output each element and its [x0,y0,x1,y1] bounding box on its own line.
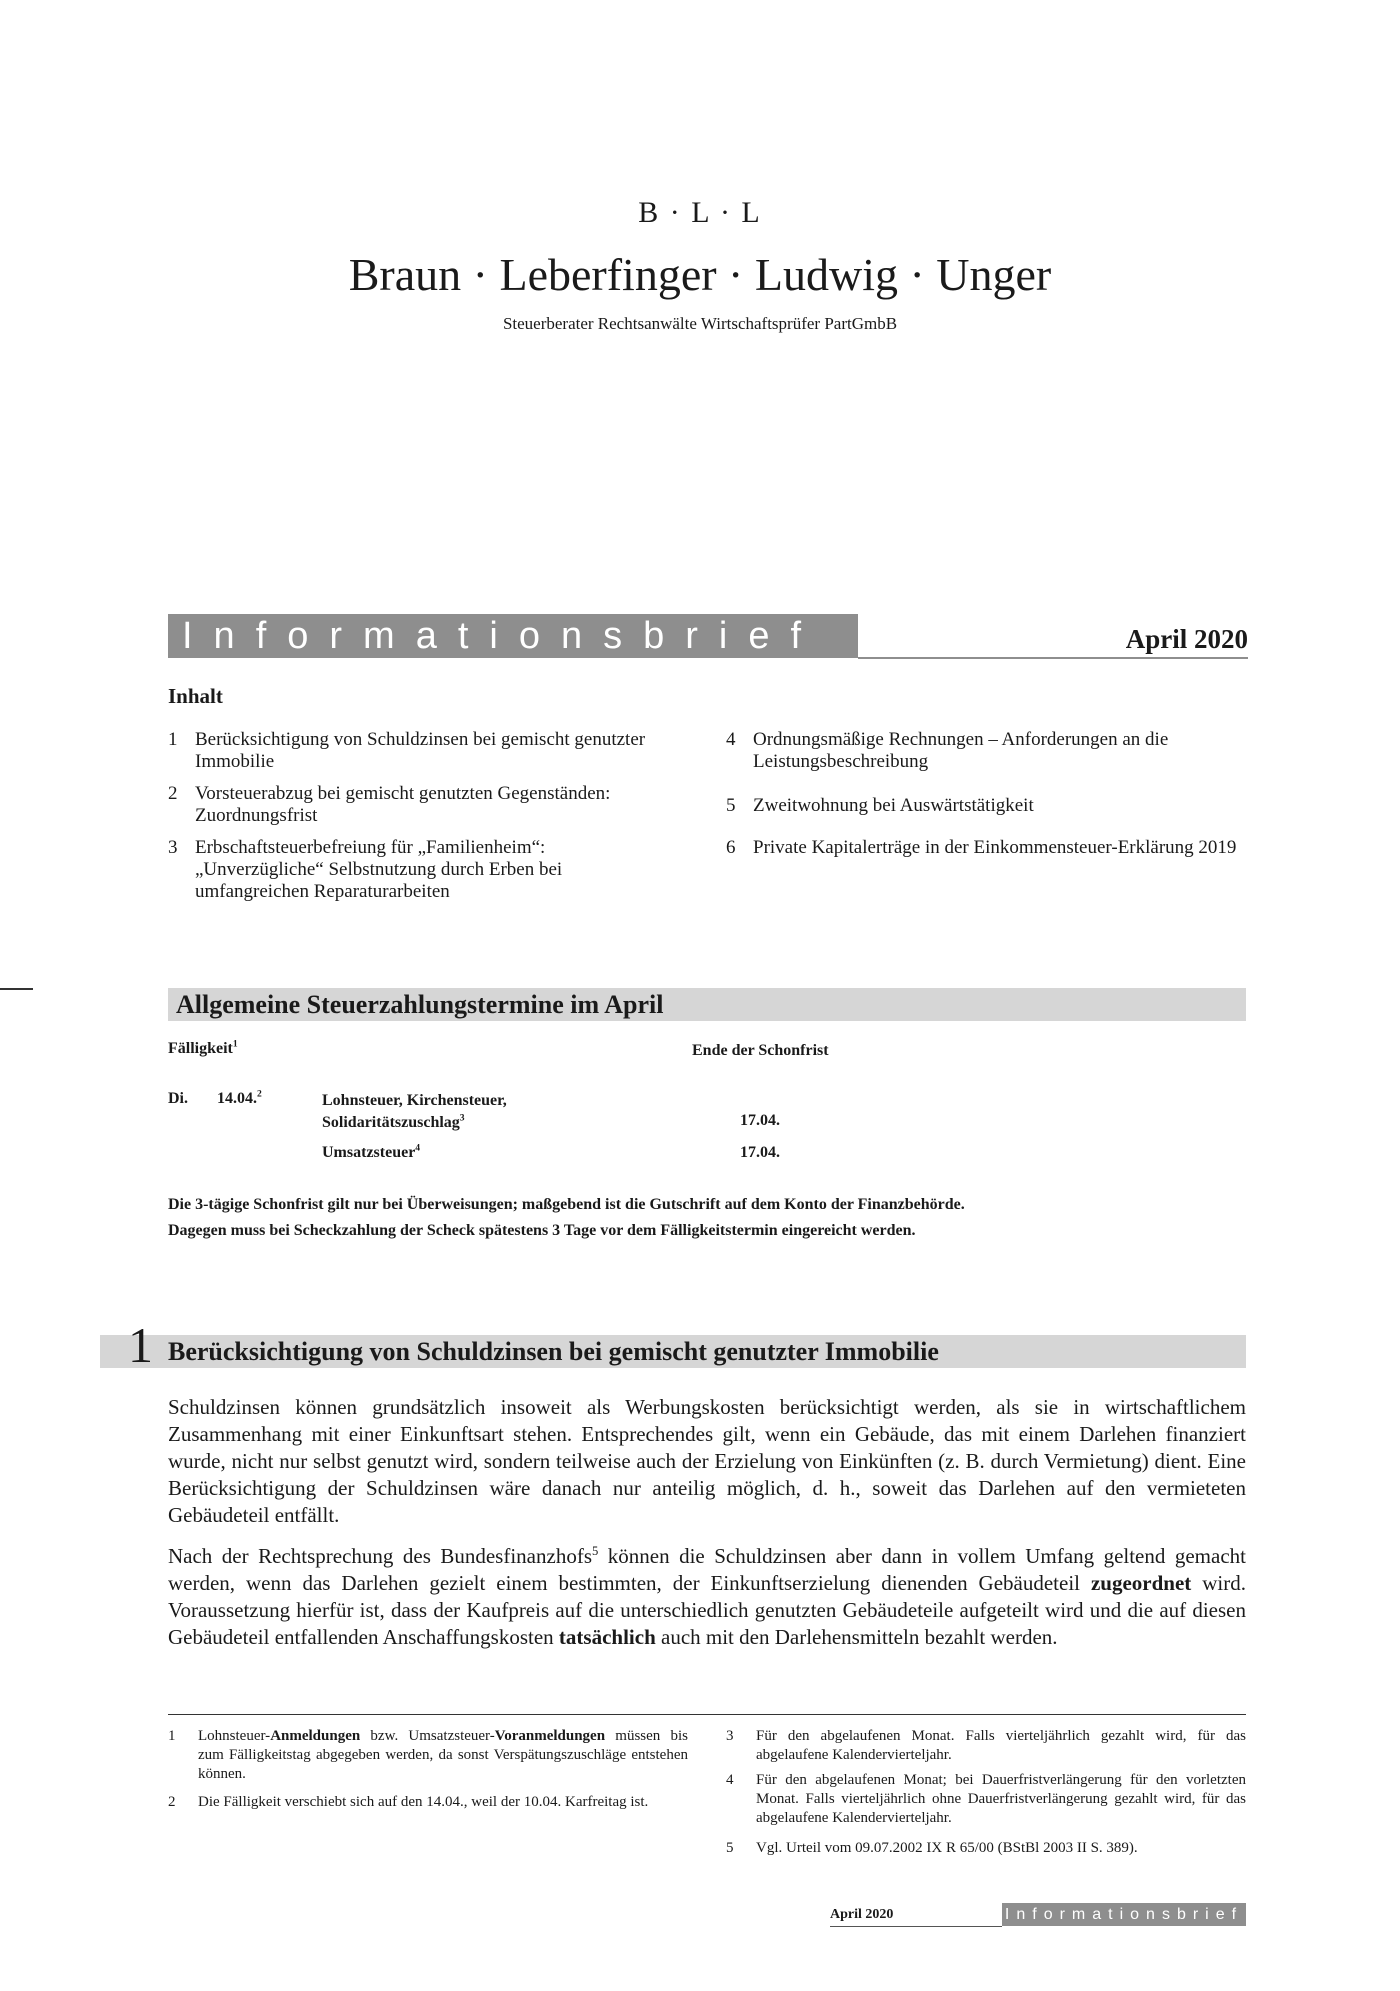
toc-item-number: 1 [168,729,178,750]
due-date: 14.04.$^2$ [217,1088,262,1107]
toc-item [726,795,1246,817]
section-1-number: 1 [128,1317,153,1373]
tax-row-1-label: Lohnsteuer, Kirchensteuer, Solidaritätszuschlag$^3$ [322,1092,507,1131]
tax-row-1-grace: 17.04. [740,1112,780,1129]
tax-row-2-grace: 17.04. [740,1144,780,1161]
toc-item-number: 5 [726,795,736,816]
section-1-paragraph-1: Schuldzinsen können grundsätzlich insoweit als Werbungskosten berücksichtigt werden, als sie in wirtschaftlichem Zusammenhang mit einer Einkunftsart stehen. Entsprechendes gilt, wenn ein Gebäude, das mit einem Darlehen finanziert wurde, nicht nur selbst genutzt wird, sondern teilweise auch der Erzielung von Einkünften (z. B. durch Vermietung) dient. Eine Berücksichtigung der Schuldzinsen wäre danach nur anteilig möglich, d. h., soweit das Darlehen auf den vermieteten Gebäudeteil entfällt. [168,1395,1246,1527]
firm-initials: B · L · L [638,196,762,229]
tax-dates-title: Allgemeine Steuerzahlungstermine im April [176,990,664,1019]
section-1-title: Berücksichtigung von Schuldzinsen bei gemischt genutzter Immobilie [168,1337,939,1366]
toc-item [168,837,668,903]
toc-item [168,783,668,827]
toc-title: Inhalt [168,684,223,708]
toc-item-text: Zweitwohnung bei Auswärtstätigkeit [753,795,1034,816]
footnote-2: 2 Die Fälligkeit verschiebt sich auf den 14.04., weil der 10.04. Karfreitag ist. [168,1794,649,1810]
footer-date: April 2020 [830,1907,894,1922]
toc-item-number: 6 [726,837,736,858]
toc-item-number: 3 [168,837,178,858]
firm-name: Braun · Leberfinger · Ludwig · Unger [348,249,1052,300]
toc-item-number: 2 [168,783,178,804]
tax-dates-bar [168,988,1246,1021]
toc-item-text: Vorsteuerabzug bei gemischt genutzten Gegenständen: Zuordnungsfrist [195,783,611,826]
toc-item-text: Private Kapitalerträge in der Einkommensteuer-Erklärung 2019 [753,837,1237,858]
due-day: Di. [168,1090,188,1107]
toc-item-number: 4 [726,729,736,750]
footnote-3: 3 Für den abgelaufenen Monat. Falls vierteljährlich gezahlt wird, für das abgelaufene Kalendervierteljahr. [726,1728,1246,1763]
section-1-body [168,1394,1246,1651]
footnote-4: 4 Für den abgelaufenen Monat; bei Dauerfristverlängerung für den vorletzten Monat. Falls vierteljährlich ohne Dauerfristverlängerung gezahlt wird, für das abgelaufene Kalendervierteljahr. [726,1772,1246,1826]
footnote-1: 1 Lohnsteuer-Anmeldungen bzw. Umsatzsteuer-Voranmeldungen müssen bis zum Fälligkeitstag abgegeben werden, da sonst Verspätungszuschläge entstehen können. [168,1728,688,1782]
footnote-5: 5 Vgl. Urteil vom 09.07.2002 IX R 65/00 (BStBl 2003 II S. 389). [726,1840,1138,1856]
toc-item [726,837,1246,859]
footer-rule [830,1926,1002,1927]
toc-item [726,729,1246,773]
firm-subtitle: Steuerberater Rechtsanwälte Wirtschaftsprüfer PartGmbB [502,314,898,333]
footnote-rule [168,1714,1246,1715]
issue-date: April 2020 [1125,624,1248,654]
toc-item-text: Berücksichtigung von Schuldzinsen bei gemischt genutzter Immobilie [195,729,646,772]
fold-marker [0,988,33,990]
footer-banner: Informationsbrief [1002,1903,1246,1926]
col-header-grace: Ende der Schonfrist [692,1042,829,1059]
informationsbrief-banner: Informationsbrief [168,614,858,658]
toc-item [168,729,668,773]
banner-rule [858,657,1248,659]
toc-item-text: Erbschaftsteuerbefreiung für „Familienheim“: „Unverzügliche“ Selbstnutzung durch Erben bei umfangreichen Reparaturarbeiten [195,837,563,902]
section-1-paragraph-2: Nach der Rechtsprechung des Bundesfinanzhofs$^5$ können die Schuldzinsen aber dann in vollem Umfang geltend gemacht werden, wenn das Darlehen gezielt einem bestimmten, der Einkunftserzielung dienenden Gebäudeteil zugeordnet wird. Voraussetzung hierfür ist, dass der Kaufpreis auf die unterschiedlich genutzten Gebäudeteile aufgeteilt wird und die auf diesen Gebäudeteil entfallenden Anschaffungskosten tatsächlich auch mit den Darlehensmitteln bezahlt werden. [168,1544,1246,1649]
tax-row-2-label: Umsatzsteuer$^4$ [322,1142,421,1161]
toc-item-text: Ordnungsmäßige Rechnungen – Anforderungen an die Leistungsbeschreibung [753,729,1169,772]
grace-note: Die 3-tägige Schonfrist gilt nur bei Überweisungen; maßgebend ist die Gutschrift auf dem Konto der Finanzbehörde. Dagegen muss bei Scheckzahlung der Scheck spätestens 3 Tage vor dem Fälligkeitstermin eingereicht werden. [168,1196,965,1239]
col-header-due: Fälligkeit$^1$ [168,1038,238,1057]
